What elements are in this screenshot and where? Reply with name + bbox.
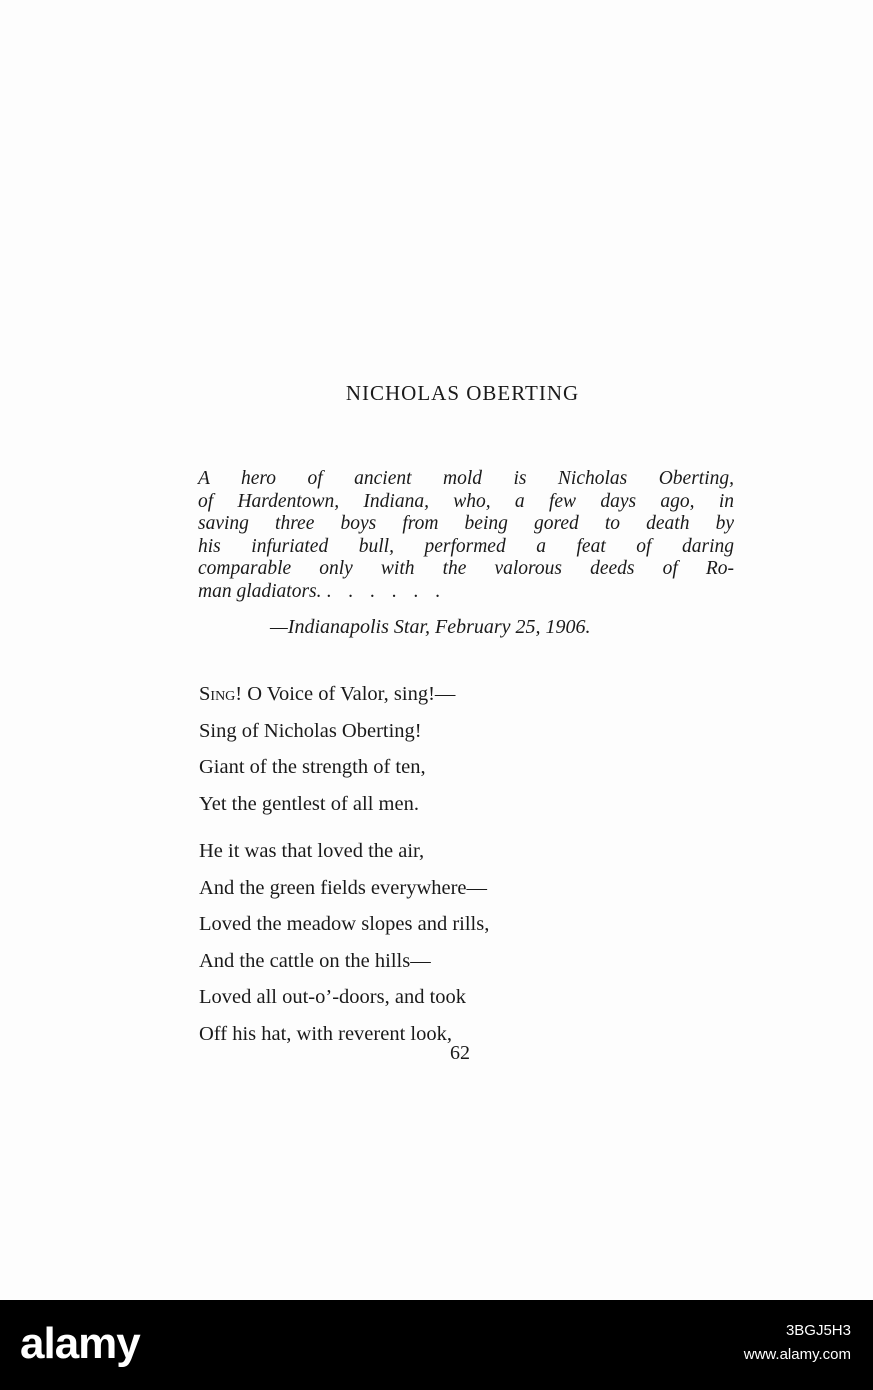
epigraph-line-last <box>198 581 734 604</box>
first-word: Sing <box>199 683 236 705</box>
page-number: 62 <box>450 1042 470 1064</box>
epigraph-line: his infuriated bull, performed a feat of daring <box>198 535 734 557</box>
epigraph-line: A hero of ancient mold is Nicholas Oberting, <box>198 468 734 489</box>
verse-line: Off his hat, with reverent look, <box>199 1022 452 1045</box>
epigraph <box>198 468 734 603</box>
stanza-1 <box>199 676 455 822</box>
stanza-2 <box>199 833 489 1052</box>
first-line-rest: ! O Voice of Valor, sing!— <box>235 683 456 705</box>
alamy-logo-mark <box>20 1318 190 1370</box>
verse-line: And the cattle on the hills— <box>199 949 431 972</box>
verse-line: He it was that loved the air, <box>199 840 425 862</box>
epigraph-attribution: —Indianapolis Star, February 25, 1906. <box>270 616 591 638</box>
verse-line: And the green fields everywhere— <box>199 876 488 899</box>
alamy-logo <box>20 1318 190 1370</box>
epigraph-line: of Hardentown, Indiana, who, a few days ago, in <box>198 490 734 512</box>
image-id: 3BGJ5H3 <box>785 1322 851 1339</box>
alamy-wordmark: alamy <box>20 1319 140 1368</box>
verse-line: Loved all out-o’-doors, and took <box>199 986 467 1008</box>
verse-line <box>199 676 455 713</box>
verse-line: Loved the meadow slopes and rills, <box>199 913 490 935</box>
epigraph-ellipsis: . . . . . . <box>326 580 447 602</box>
verse-line: Yet the gentlest of all men. <box>199 792 419 815</box>
site-url: www.alamy.com <box>743 1346 851 1363</box>
epigraph-text: man gladiators. <box>198 580 322 602</box>
poem-title: NICHOLAS OBERTING <box>345 381 580 405</box>
verse-line: Sing of Nicholas Oberting! <box>199 719 422 742</box>
epigraph-line: comparable only with the valorous deeds of Ro- <box>198 558 734 579</box>
verse-line: Giant of the strength of ten, <box>199 756 426 778</box>
epigraph-line: saving three boys from being gored to death by <box>198 513 734 534</box>
